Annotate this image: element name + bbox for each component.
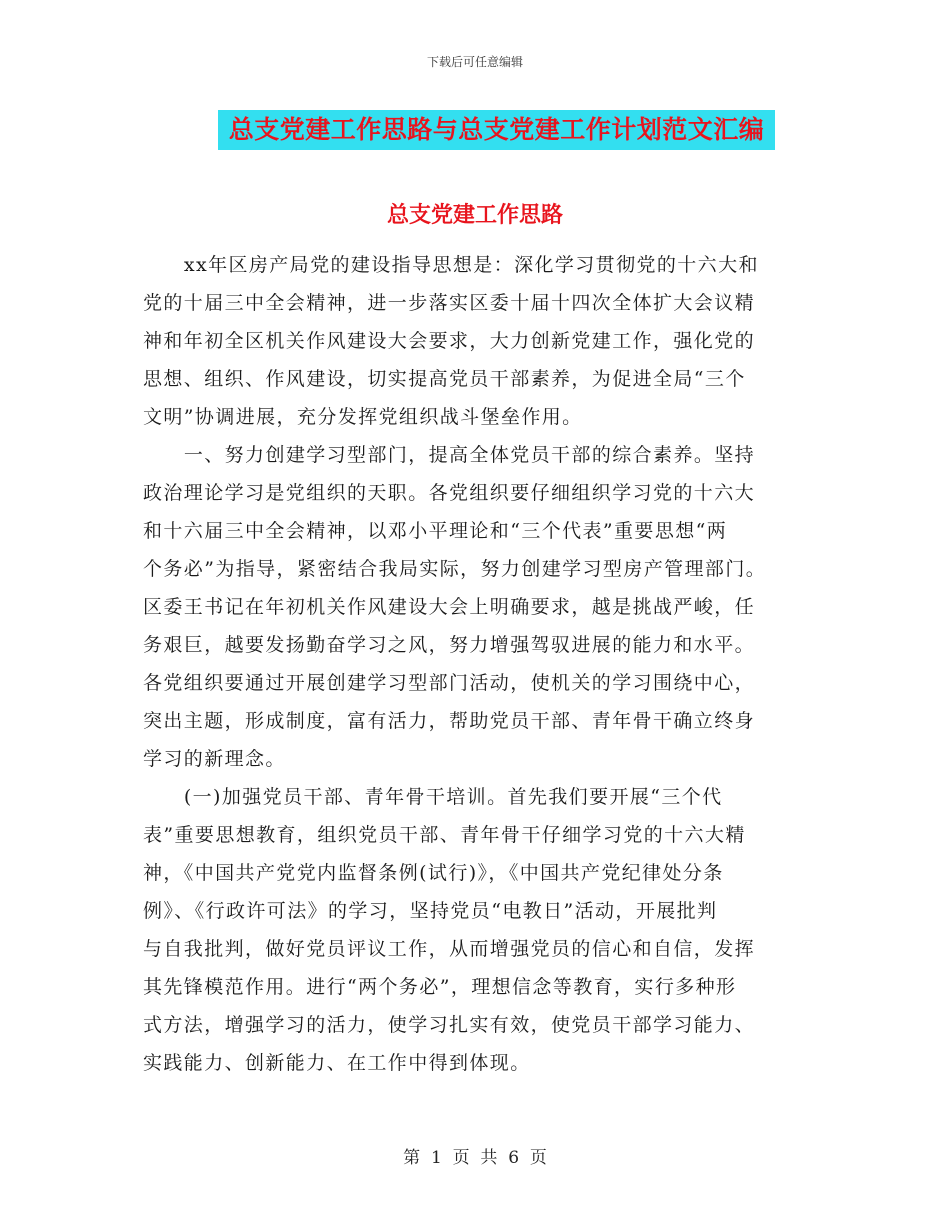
- text-line: 文明”协调进展，充分发挥党组织战斗堡垒作用。: [143, 406, 583, 428]
- document-title: 总支党建工作思路与总支党建工作计划范文汇编: [218, 110, 775, 150]
- text-line: 和十六届三中全会精神，以邓小平理论和“三个代表”重要思想“两: [143, 520, 728, 542]
- text-line: 思想、组织、作风建设，切实提高党员干部素养，为促进全局“三个: [143, 368, 746, 390]
- text-line: 神，《中国共产党党内监督条例(试行)》，《中国共产党纪律处分条: [143, 862, 724, 884]
- text-line: 务艰巨，越要发扬勤奋学习之风，努力增强驾驭进展的能力和水平。: [143, 634, 756, 656]
- text-line: 个务必”为指导，紧密结合我局实际，努力创建学习型房产管理部门。: [143, 558, 767, 580]
- text-line: 神和年初全区机关作风建设大会要求，大力创新党建工作，强化党的: [143, 330, 756, 352]
- text-line: 各党组织要通过开展创建学习型部门活动，使机关的学习围绕中心，: [143, 672, 756, 694]
- text-line: 一、努力创建学习型部门，提高全体党员干部的综合素养。坚持: [183, 444, 756, 466]
- paragraph-1: [143, 246, 793, 436]
- text-line: 例》、《行政许可法》的学习，坚持党员“电教日”活动，开展批判: [143, 900, 718, 922]
- text-line: xx年区房产局党的建设指导思想是：深化学习贯彻党的十六大和: [183, 254, 759, 276]
- text-line: 与自我批判，做好党员评议工作，从而增强党员的信心和自信，发挥: [143, 938, 756, 960]
- text-line: (一)加强党员干部、青年骨干培训。首先我们要开展“三个代: [183, 786, 723, 808]
- body-text: [143, 246, 793, 1082]
- text-line: 实践能力、创新能力、在工作中得到体现。: [143, 1052, 531, 1074]
- text-line: 学习的新理念。: [143, 748, 286, 770]
- text-line: 表”重要思想教育，组织党员干部、青年骨干仔细学习党的十六大精: [143, 824, 746, 846]
- text-line: 式方法，增强学习的活力，使学习扎实有效，使党员干部学习能力、: [143, 1014, 756, 1036]
- page-number: 第 1 页 共 6 页: [403, 1148, 547, 1168]
- text-line: 党的十届三中全会精神，进一步落实区委十届十四次全体扩大会议精: [143, 292, 756, 314]
- section-title: 总支党建工作思路: [386, 203, 563, 228]
- paragraph-3: [143, 778, 793, 1082]
- header-note: 下载后可任意编辑: [426, 55, 523, 69]
- text-line: 突出主题，形成制度，富有活力，帮助党员干部、青年骨干确立终身: [143, 710, 756, 732]
- text-line: 区委王书记在年初机关作风建设大会上明确要求，越是挑战严峻，任: [143, 596, 756, 618]
- paragraph-2: [143, 436, 793, 778]
- text-line: 其先锋模范作用。进行“两个务必”，理想信念等教育，实行多种形: [143, 976, 737, 998]
- text-line: 政治理论学习是党组织的天职。各党组织要仔细组织学习党的十六大: [143, 482, 756, 504]
